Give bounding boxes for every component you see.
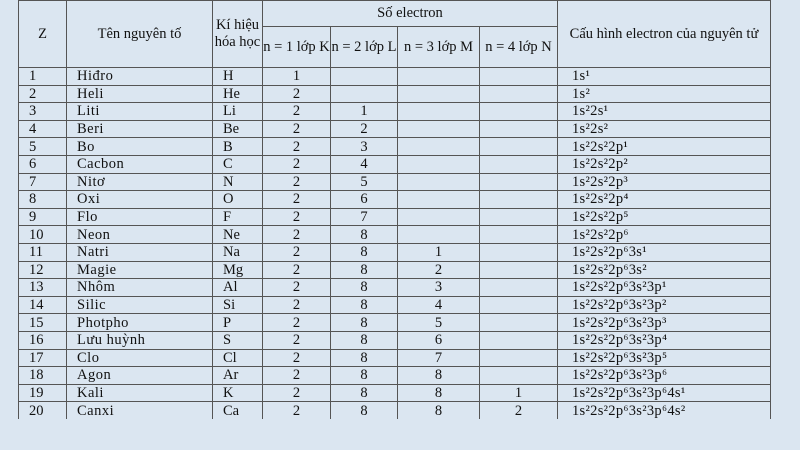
cell-shell-k: 2	[263, 243, 331, 261]
cell-z: 12	[19, 261, 67, 279]
cell-shell-m: 2	[398, 261, 480, 279]
cell-configuration: 1s²	[558, 85, 771, 103]
table-row	[19, 226, 771, 244]
cell-element-name: Kali	[67, 384, 213, 402]
electron-configuration-table	[18, 0, 771, 419]
cell-shell-n	[480, 173, 558, 191]
cell-z: 2	[19, 85, 67, 103]
cell-shell-k: 2	[263, 349, 331, 367]
cell-shell-n	[480, 103, 558, 121]
table-row	[19, 243, 771, 261]
cell-shell-k: 2	[263, 120, 331, 138]
cell-shell-l: 8	[331, 349, 398, 367]
cell-shell-m	[398, 68, 480, 86]
cell-symbol: B	[213, 138, 263, 156]
cell-configuration: 1s²2s²2p⁶3s²3p⁶	[558, 367, 771, 385]
cell-element-name: Canxi	[67, 402, 213, 419]
cell-z: 18	[19, 367, 67, 385]
cell-configuration: 1s²2s²2p⁶	[558, 226, 771, 244]
cell-shell-n	[480, 261, 558, 279]
cell-shell-m	[398, 85, 480, 103]
cell-shell-n	[480, 314, 558, 332]
cell-shell-m	[398, 173, 480, 191]
cell-shell-m	[398, 138, 480, 156]
cell-shell-m: 3	[398, 279, 480, 297]
cell-element-name: Nhôm	[67, 279, 213, 297]
cell-shell-l: 8	[331, 384, 398, 402]
cell-shell-k: 2	[263, 191, 331, 209]
cell-shell-n	[480, 243, 558, 261]
cell-configuration: 1s²2s²2p⁶3s²3p³	[558, 314, 771, 332]
table-row	[19, 384, 771, 402]
cell-z: 4	[19, 120, 67, 138]
cell-z: 15	[19, 314, 67, 332]
cell-shell-k: 2	[263, 296, 331, 314]
cell-configuration: 1s²2s²	[558, 120, 771, 138]
cell-symbol: Ne	[213, 226, 263, 244]
cell-configuration: 1s²2s²2p⁶3s²3p⁴	[558, 331, 771, 349]
cell-configuration: 1s²2s²2p⁶3s¹	[558, 243, 771, 261]
cell-shell-l	[331, 68, 398, 86]
cell-shell-l: 8	[331, 243, 398, 261]
cell-shell-k: 2	[263, 384, 331, 402]
table-row	[19, 85, 771, 103]
cell-shell-l: 8	[331, 331, 398, 349]
cell-shell-k: 2	[263, 261, 331, 279]
cell-shell-l: 2	[331, 120, 398, 138]
cell-symbol: Si	[213, 296, 263, 314]
cell-shell-m	[398, 208, 480, 226]
table-row	[19, 120, 771, 138]
cell-symbol: C	[213, 155, 263, 173]
header-z: Z	[19, 1, 67, 68]
table-row	[19, 261, 771, 279]
cell-symbol: K	[213, 384, 263, 402]
cell-shell-l: 8	[331, 314, 398, 332]
cell-z: 5	[19, 138, 67, 156]
cell-shell-m: 8	[398, 367, 480, 385]
cell-element-name: Oxi	[67, 191, 213, 209]
header-shell-k: n = 1 lớp K	[263, 27, 331, 68]
cell-configuration: 1s²2s²2p⁵	[558, 208, 771, 226]
cell-shell-k: 2	[263, 138, 331, 156]
cell-element-name: Bo	[67, 138, 213, 156]
cell-shell-l: 8	[331, 226, 398, 244]
cell-shell-k: 2	[263, 331, 331, 349]
cell-shell-m: 8	[398, 402, 480, 419]
cell-element-name: Photpho	[67, 314, 213, 332]
header-shell-l: n = 2 lớp L	[331, 27, 398, 68]
cell-element-name: Clo	[67, 349, 213, 367]
cell-configuration: 1s²2s²2p⁶3s²3p²	[558, 296, 771, 314]
cell-shell-k: 2	[263, 367, 331, 385]
cell-element-name: Agon	[67, 367, 213, 385]
cell-shell-n	[480, 191, 558, 209]
cell-shell-m	[398, 155, 480, 173]
cell-shell-n: 1	[480, 384, 558, 402]
cell-shell-k: 2	[263, 103, 331, 121]
table-body	[19, 68, 771, 419]
cell-shell-k: 2	[263, 173, 331, 191]
header-shell-n: n = 4 lớp N	[480, 27, 558, 68]
cell-shell-m: 7	[398, 349, 480, 367]
cell-shell-m: 1	[398, 243, 480, 261]
cell-z: 10	[19, 226, 67, 244]
cell-configuration: 1s²2s²2p²	[558, 155, 771, 173]
cell-configuration: 1s²2s²2p³	[558, 173, 771, 191]
table-row	[19, 331, 771, 349]
cell-shell-m	[398, 226, 480, 244]
cell-element-name: Silic	[67, 296, 213, 314]
cell-shell-m	[398, 103, 480, 121]
cell-shell-m: 8	[398, 384, 480, 402]
cell-shell-k: 2	[263, 85, 331, 103]
table-row	[19, 191, 771, 209]
table-row	[19, 314, 771, 332]
cell-shell-n	[480, 138, 558, 156]
cell-symbol: Li	[213, 103, 263, 121]
cell-symbol: Cl	[213, 349, 263, 367]
cell-shell-l: 3	[331, 138, 398, 156]
cell-shell-l: 8	[331, 279, 398, 297]
cell-z: 11	[19, 243, 67, 261]
cell-shell-l: 6	[331, 191, 398, 209]
cell-shell-n	[480, 226, 558, 244]
table-row	[19, 367, 771, 385]
table-row	[19, 138, 771, 156]
cell-shell-l: 8	[331, 402, 398, 419]
cell-shell-k: 2	[263, 208, 331, 226]
header-shell-m: n = 3 lớp M	[398, 27, 480, 68]
table-row	[19, 68, 771, 86]
cell-z: 6	[19, 155, 67, 173]
cell-element-name: Liti	[67, 103, 213, 121]
cell-z: 20	[19, 402, 67, 419]
cell-symbol: N	[213, 173, 263, 191]
cell-shell-n: 2	[480, 402, 558, 419]
cell-shell-n	[480, 367, 558, 385]
cell-shell-k: 1	[263, 68, 331, 86]
table-row	[19, 155, 771, 173]
cell-configuration: 1s¹	[558, 68, 771, 86]
cell-symbol: Ar	[213, 367, 263, 385]
cell-z: 3	[19, 103, 67, 121]
header-element-name: Tên nguyên tố	[67, 1, 213, 68]
cell-symbol: S	[213, 331, 263, 349]
cell-shell-l: 5	[331, 173, 398, 191]
cell-symbol: F	[213, 208, 263, 226]
cell-shell-l: 8	[331, 261, 398, 279]
cell-shell-m: 6	[398, 331, 480, 349]
table-row	[19, 296, 771, 314]
cell-shell-m	[398, 191, 480, 209]
cell-shell-m: 4	[398, 296, 480, 314]
header-electron-count: Số electron	[263, 1, 558, 27]
cell-shell-l: 4	[331, 155, 398, 173]
cell-z: 19	[19, 384, 67, 402]
cell-shell-k: 2	[263, 279, 331, 297]
cell-configuration: 1s²2s²2p⁶3s²	[558, 261, 771, 279]
table-row	[19, 349, 771, 367]
cell-shell-l	[331, 85, 398, 103]
cell-shell-k: 2	[263, 226, 331, 244]
header-symbol: Kí hiệu hóa học	[213, 1, 263, 68]
cell-shell-l: 7	[331, 208, 398, 226]
cell-shell-m: 5	[398, 314, 480, 332]
header-configuration: Cấu hình electron của nguyên tử	[558, 1, 771, 68]
cell-configuration: 1s²2s²2p¹	[558, 138, 771, 156]
cell-symbol: Na	[213, 243, 263, 261]
cell-z: 9	[19, 208, 67, 226]
cell-shell-k: 2	[263, 402, 331, 419]
cell-symbol: O	[213, 191, 263, 209]
table-row	[19, 208, 771, 226]
cell-symbol: Ca	[213, 402, 263, 419]
cell-shell-n	[480, 68, 558, 86]
cell-element-name: Lưu huỳnh	[67, 331, 213, 349]
cell-configuration: 1s²2s²2p⁶3s²3p⁵	[558, 349, 771, 367]
cell-element-name: Heli	[67, 85, 213, 103]
table-row	[19, 103, 771, 121]
cell-shell-l: 8	[331, 367, 398, 385]
cell-z: 16	[19, 331, 67, 349]
cell-configuration: 1s²2s²2p⁴	[558, 191, 771, 209]
cell-element-name: Neon	[67, 226, 213, 244]
cell-shell-n	[480, 296, 558, 314]
cell-symbol: P	[213, 314, 263, 332]
cell-element-name: Nitơ	[67, 173, 213, 191]
cell-shell-n	[480, 155, 558, 173]
cell-element-name: Cacbon	[67, 155, 213, 173]
cell-element-name: Natri	[67, 243, 213, 261]
cell-configuration: 1s²2s²2p⁶3s²3p⁶4s²	[558, 402, 771, 419]
cell-symbol: Mg	[213, 261, 263, 279]
cell-shell-n	[480, 349, 558, 367]
cell-shell-n	[480, 279, 558, 297]
cell-z: 13	[19, 279, 67, 297]
cell-configuration: 1s²2s²2p⁶3s²3p¹	[558, 279, 771, 297]
cell-shell-l: 8	[331, 296, 398, 314]
cell-element-name: Flo	[67, 208, 213, 226]
cell-shell-l: 1	[331, 103, 398, 121]
cell-z: 14	[19, 296, 67, 314]
cell-symbol: H	[213, 68, 263, 86]
cell-z: 17	[19, 349, 67, 367]
cell-shell-m	[398, 120, 480, 138]
cell-shell-k: 2	[263, 155, 331, 173]
table-row	[19, 173, 771, 191]
table-row	[19, 402, 771, 419]
cell-element-name: Magie	[67, 261, 213, 279]
cell-symbol: Al	[213, 279, 263, 297]
cell-element-name: Hiđro	[67, 68, 213, 86]
cell-element-name: Beri	[67, 120, 213, 138]
cell-z: 8	[19, 191, 67, 209]
cell-symbol: He	[213, 85, 263, 103]
cell-symbol: Be	[213, 120, 263, 138]
cell-shell-n	[480, 85, 558, 103]
cell-shell-n	[480, 120, 558, 138]
cell-configuration: 1s²2s²2p⁶3s²3p⁶4s¹	[558, 384, 771, 402]
cell-z: 1	[19, 68, 67, 86]
table-row	[19, 279, 771, 297]
cell-shell-n	[480, 331, 558, 349]
cell-shell-k: 2	[263, 314, 331, 332]
cell-z: 7	[19, 173, 67, 191]
cell-shell-n	[480, 208, 558, 226]
cell-configuration: 1s²2s¹	[558, 103, 771, 121]
